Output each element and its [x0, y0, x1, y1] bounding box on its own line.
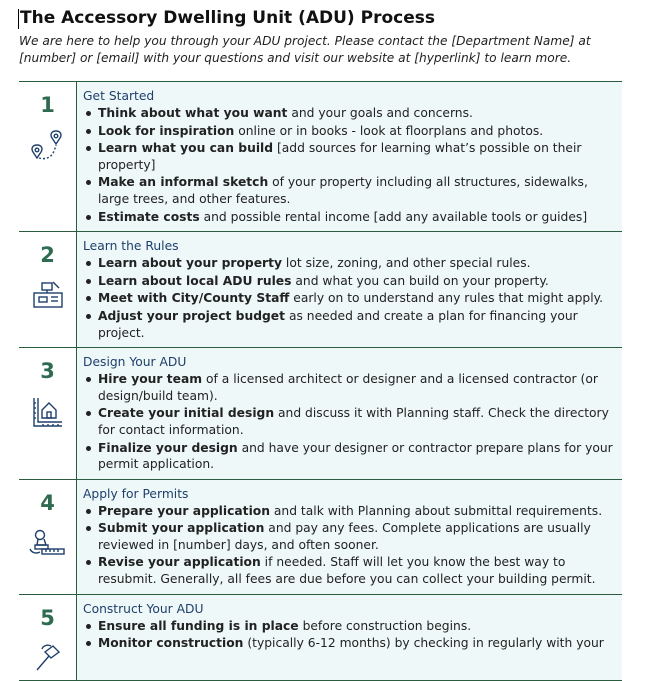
step-number: 5 [40, 605, 55, 630]
list-item: Meet with City/County Staff early on to understand any rules that might apply. [83, 290, 616, 307]
step-3-row [19, 348, 622, 480]
list-item: Think about what you want and your goals and concerns. [83, 105, 616, 122]
step-4-content [77, 480, 622, 594]
step-4-row [19, 480, 622, 595]
page-title: The Accessory Dwelling Unit (ADU) Process [20, 8, 435, 28]
list-item: Adjust your project budget as needed and create a plan for financing your project. [83, 308, 616, 341]
map-pin-route-icon [28, 129, 68, 167]
step-title: Learn the Rules [83, 239, 179, 254]
list-item: Monitor construction (typically 6-12 months) by checking in regularly with your [83, 635, 616, 652]
list-item: Hire your team of a licensed architect or designer and a licensed contractor (or design/build team). [83, 371, 616, 404]
list-item: Learn about your property lot size, zoning, and other special rules. [83, 255, 616, 272]
step-number: 1 [40, 93, 55, 117]
step-1-content [77, 82, 622, 231]
step-5-content [77, 595, 622, 680]
step-1-list [83, 105, 616, 225]
list-item: Ensure all funding is in place before construction begins. [83, 618, 616, 635]
step-2-row [19, 232, 622, 348]
step-4-number-cell [19, 480, 77, 594]
step-number: 3 [40, 359, 55, 384]
step-2-list [83, 255, 616, 341]
step-4-list [83, 503, 616, 588]
step-title: Construct Your ADU [83, 601, 204, 616]
desk-rules-icon [31, 279, 65, 315]
step-2-number-cell [19, 232, 77, 347]
stamp-icon [28, 527, 68, 561]
list-item: Prepare your application and talk with Planning about submittal requirements. [83, 503, 616, 520]
list-item: Make an informal sketch of your property including all structures, sidewalks, large trees, and other features. [83, 174, 616, 207]
step-title: Get Started [83, 89, 155, 103]
list-item: Submit your application and pay any fees. Complete applications are usually reviewed in [number] days, and often sooner. [83, 520, 616, 553]
step-number: 4 [40, 490, 55, 515]
step-5-list [83, 618, 616, 652]
list-item: Learn what you can build [add sources for learning what’s possible on their property] [83, 140, 616, 173]
list-item: Look for inspiration online or in books - look at floorplans and photos. [83, 123, 616, 140]
list-item: Estimate costs and possible rental income [add any available tools or guides] [83, 209, 616, 226]
step-5-row [19, 595, 622, 681]
list-item: Create your initial design and discuss it with Planning staff. Check the directory for contact information. [83, 405, 616, 438]
list-item: Learn about local ADU rules and what you can build on your property. [83, 273, 616, 290]
step-3-content [77, 348, 622, 479]
step-3-list [83, 371, 616, 473]
step-3-number-cell [19, 348, 77, 479]
hammer-icon [31, 642, 65, 680]
list-item: Revise your application if needed. Staff will let you know the best way to resubmit. Generally, all fees are due before you can collect your building permit. [83, 554, 616, 587]
step-1-number-cell [19, 82, 77, 231]
step-title: Design Your ADU [83, 355, 187, 370]
text-cursor [18, 9, 19, 29]
house-blueprint-icon [31, 395, 65, 433]
list-item: Finalize your design and have your designer or contractor prepare plans for your permit application. [83, 440, 616, 473]
process-table [19, 81, 622, 681]
step-1-row [19, 82, 622, 232]
step-number: 2 [40, 243, 55, 268]
step-5-number-cell [19, 595, 77, 680]
step-2-content [77, 232, 622, 347]
step-title: Apply for Permits [83, 486, 189, 501]
intro-paragraph: We are here to help you through your ADU project. Please contact the [Department Name] at [number] or [email] with your questions and visit our website at [hyperlink] to learn more. [19, 34, 591, 65]
